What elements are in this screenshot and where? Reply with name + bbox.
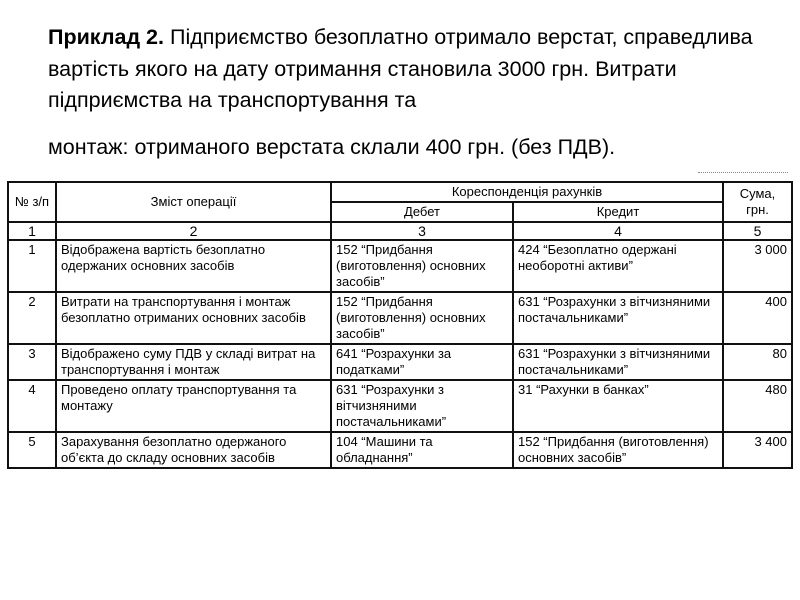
- header-debit: Дебет: [331, 202, 513, 222]
- header-sum: Сума, грн.: [723, 182, 792, 222]
- debit-account: 104 “Машини та обладнання”: [331, 432, 513, 468]
- row-number: 3: [8, 344, 56, 380]
- credit-account: 424 “Безоплатно одержані необоротні активи”: [513, 240, 723, 292]
- example-text: Підприємство безоплатно отримало верстат, справедлива вартість якого на дату отримання становила 3000 грн. Витрати підприємства на транспортування та: [48, 25, 753, 112]
- table-row: [8, 432, 792, 468]
- debit-account: 152 “Придбання (виготовлення) основних засобів”: [331, 292, 513, 344]
- header-no: № з/п: [8, 182, 56, 222]
- scan-artifact: [698, 172, 788, 181]
- credit-account: 631 “Розрахунки з вітчизняними постачальниками”: [513, 344, 723, 380]
- amount: 3 400: [723, 432, 792, 468]
- operation-content: Відображено суму ПДВ у складі витрат на транспортування і монтаж: [56, 344, 331, 380]
- amount: 80: [723, 344, 792, 380]
- credit-account: 152 “Придбання (виготовлення) основних засобів”: [513, 432, 723, 468]
- example-text-continued: монтаж: отриманого верстата склали 400 грн. (без ПДВ).: [48, 134, 616, 159]
- table-row: [8, 380, 792, 432]
- row-number: 2: [8, 292, 56, 344]
- header-correspondence: Кореспонденція рахунків: [331, 182, 723, 202]
- accounting-entries-table: [7, 181, 793, 469]
- amount: 400: [723, 292, 792, 344]
- header-credit: Кредит: [513, 202, 723, 222]
- table-row: [8, 344, 792, 380]
- credit-account: 31 “Рахунки в банках”: [513, 380, 723, 432]
- row-number: 4: [8, 380, 56, 432]
- debit-account: 152 “Придбання (виготовлення) основних засобів”: [331, 240, 513, 292]
- amount: 3 000: [723, 240, 792, 292]
- table-row: [8, 240, 792, 292]
- table-header-row: [8, 182, 792, 202]
- column-number: 5: [723, 222, 792, 240]
- row-number: 1: [8, 240, 56, 292]
- column-number: 3: [331, 222, 513, 240]
- operation-content: Відображена вартість безоплатно одержаних основних засобів: [56, 240, 331, 292]
- debit-account: 631 “Розрахунки з вітчизняними постачальниками”: [331, 380, 513, 432]
- column-number: 1: [8, 222, 56, 240]
- header-content: Зміст операції: [56, 182, 331, 222]
- column-number: 4: [513, 222, 723, 240]
- column-numbers-row: [8, 222, 792, 240]
- example-description: [48, 22, 768, 163]
- row-number: 5: [8, 432, 56, 468]
- operation-content: Витрати на транспортування і монтаж безоплатно отриманих основних засобів: [56, 292, 331, 344]
- column-number: 2: [56, 222, 331, 240]
- debit-account: 641 “Розрахунки за податками”: [331, 344, 513, 380]
- table-row: [8, 292, 792, 344]
- credit-account: 631 “Розрахунки з вітчизняними постачальниками”: [513, 292, 723, 344]
- amount: 480: [723, 380, 792, 432]
- example-title: Приклад 2.: [48, 25, 164, 49]
- operation-content: Зарахування безоплатно одержаного об’єкта до складу основних засобів: [56, 432, 331, 468]
- operation-content: Проведено оплату транспортування та монтажу: [56, 380, 331, 432]
